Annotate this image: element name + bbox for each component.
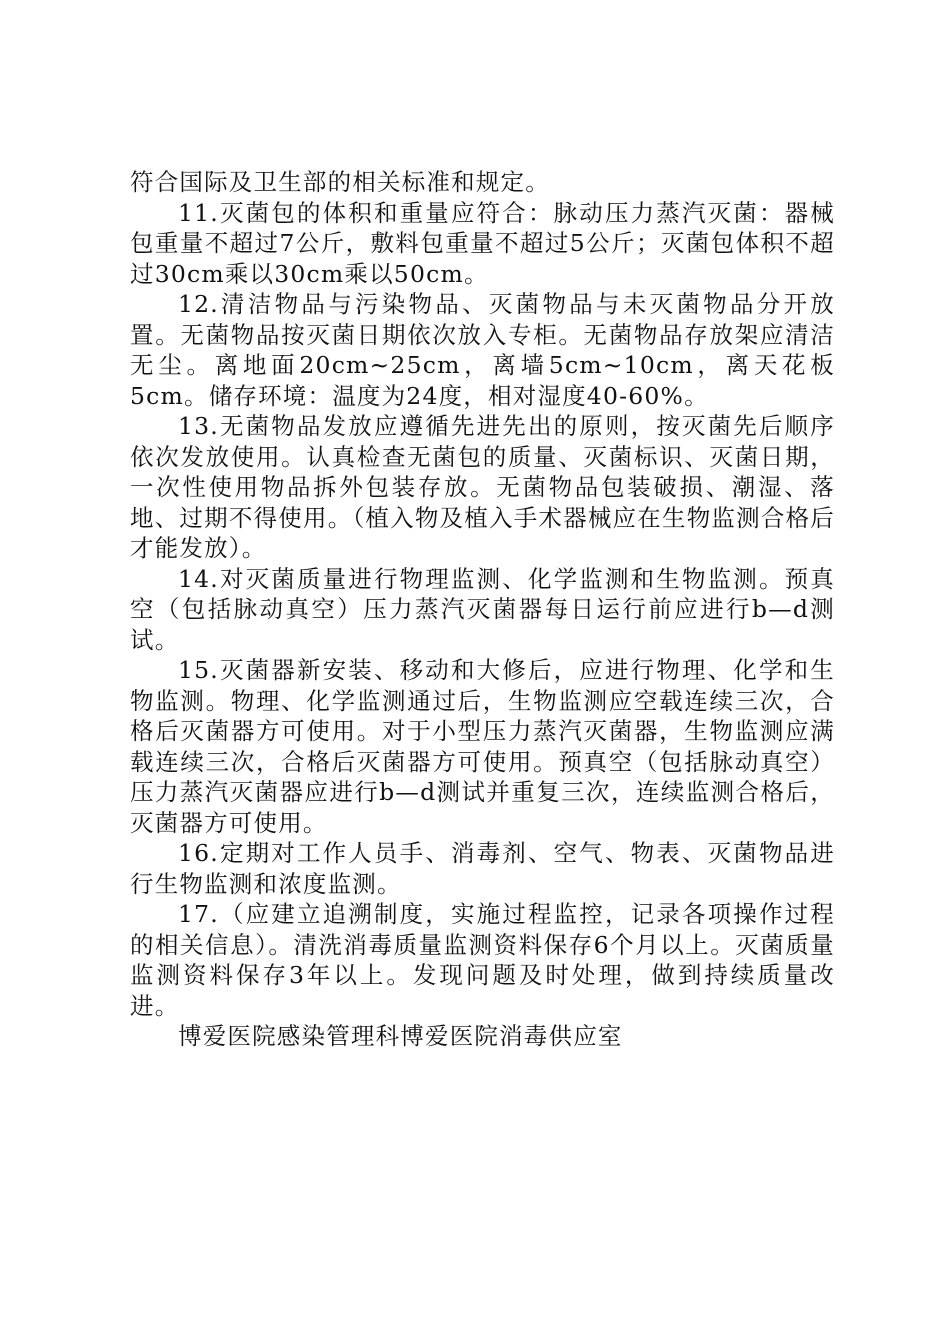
paragraph-item-11: 11.灭菌包的体积和重量应符合：脉动压力蒸汽灭菌：器械包重量不超过7公斤，敷料包重量不超过5公斤；灭菌包体积不超过30cm乘以30cm乘以50cm。: [130, 198, 835, 288]
paragraph-item-13: 13.无菌物品发放应遵循先进先出的原则，按灭菌先后顺序依次发放使用。认真检查无菌包的质量、灭菌标识、灭菌日期，一次性使用物品拆外包装存放。无菌物品包装破损、潮湿、落地、过期不得使用。（植入物及植入手术器械应在生物监测合格后才能发放）。: [130, 412, 835, 562]
paragraph-item-12: 12.清洁物品与污染物品、灭菌物品与未灭菌物品分开放置。无菌物品按灭菌日期依次放入专柜。无菌物品存放架应清洁无尘。离地面20cm~25cm，离墙5cm~10cm，离天花板5cm。储存环境：温度为24度，相对湿度40-60%。: [130, 290, 835, 410]
paragraph-item-15: 15.灭菌器新安装、移动和大修后，应进行物理、化学和生物监测。物理、化学监测通过后，生物监测应空载连续三次，合格后灭菌器方可使用。对于小型压力蒸汽灭菌器，生物监测应满载连续三次，合格后灭菌器方可使用。预真空（包括脉动真空）压力蒸汽灭菌器应进行b—d测试并重复三次，连续监测合格后，灭菌器方可使用。: [130, 656, 835, 837]
document-body: [130, 167, 835, 1052]
paragraph-item-14: 14.对灭菌质量进行物理监测、化学监测和生物监测。预真空（包括脉动真空）压力蒸汽灭菌器每日运行前应进行b—d测试。: [130, 564, 835, 654]
paragraph-item-17: 17.（应建立追溯制度，实施过程监控，记录各项操作过程的相关信息）。清洗消毒质量监测资料保存6个月以上。灭菌质量监测资料保存3年以上。发现问题及时处理，做到持续质量改进。: [130, 900, 835, 1020]
paragraph-continuation: 符合国际及卫生部的相关标准和规定。: [130, 168, 550, 196]
signature-line: 博爱医院感染管理科博爱医院消毒供应室: [178, 1022, 623, 1050]
paragraph-item-16: 16.定期对工作人员手、消毒剂、空气、物表、灭菌物品进行生物监测和浓度监测。: [130, 839, 835, 898]
